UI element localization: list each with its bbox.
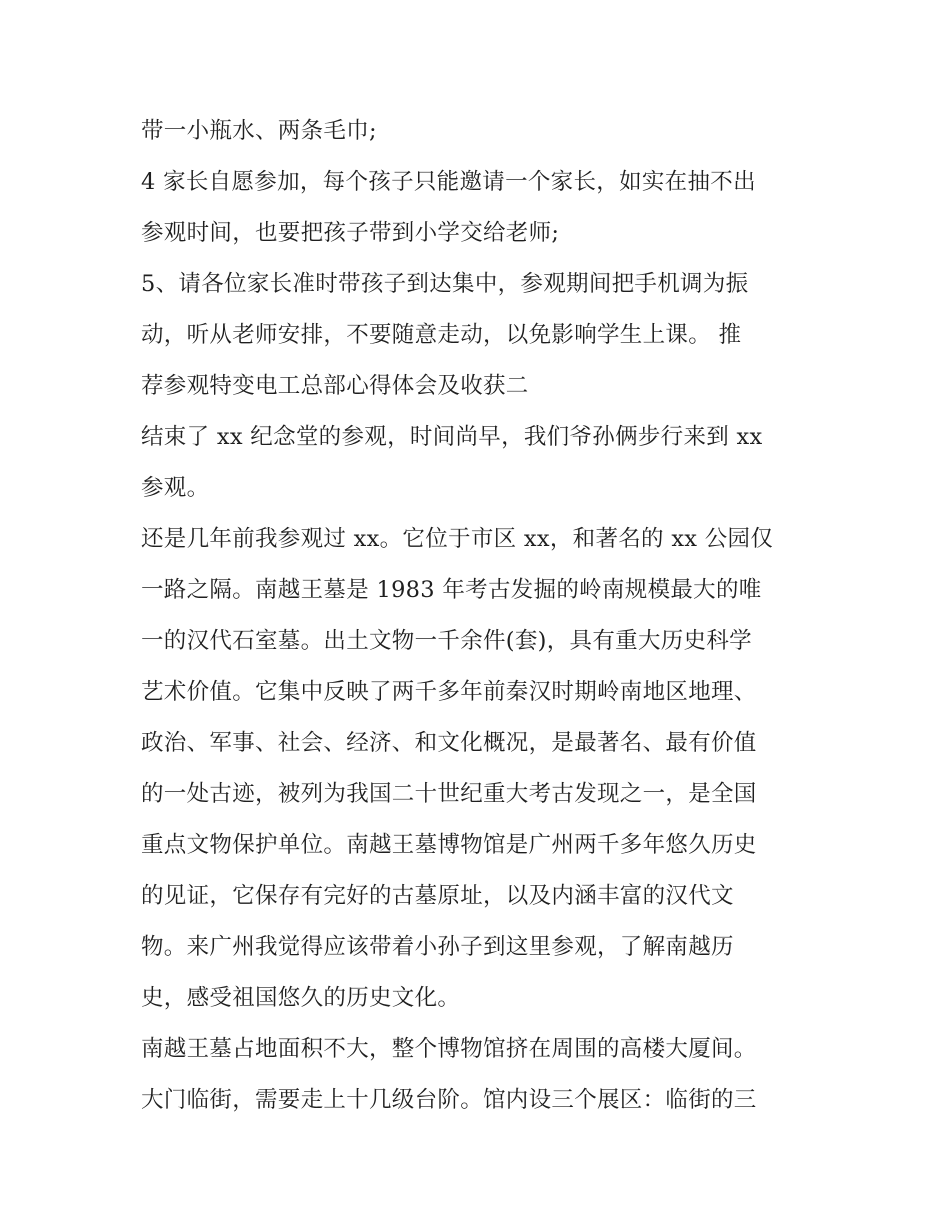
text-line: 带一小瓶水、两条毛巾; (141, 118, 377, 144)
text-line: 大门临街，需要走上十几级台阶。馆内设三个展区：临街的三 (141, 1087, 757, 1113)
text-line: 荐参观特变电工总部心得体会及收获二 (141, 373, 529, 399)
text-line: 南越王墓占地面积不大，整个博物馆挤在周围的高楼大厦间。 (141, 1036, 757, 1062)
document-body (141, 106, 821, 1126)
text-line: 一的汉代石室墓。出土文物一千余件(套)，具有重大历史科学 (141, 628, 752, 654)
text-line: 参观。 (141, 475, 210, 501)
text-line: 结束了 xx 纪念堂的参观，时间尚早，我们爷孙俩步行来到 xx (141, 424, 763, 450)
text-line: 一路之隔。南越王墓是 1983 年考古发掘的岭南规模最大的唯 (141, 577, 762, 603)
text-line: 政治、军事、社会、经济、和文化概况，是最著名、最有价值 (141, 730, 757, 756)
text-line: 4 家长自愿参加，每个孩子只能邀请一个家长，如实在抽不出 (141, 169, 756, 195)
text-line: 物。来广州我觉得应该带着小孙子到这里参观，了解南越历 (141, 934, 734, 960)
text-line: 重点文物保护单位。南越王墓博物馆是广州两千多年悠久历史 (141, 832, 757, 858)
text-line: 5、请各位家长准时带孩子到达集中，参观期间把手机调为振 (141, 271, 749, 297)
text-line: 的见证，它保存有完好的古墓原址，以及内涵丰富的汉代文 (141, 883, 734, 909)
text-line: 参观时间，也要把孩子带到小学交给老师; (141, 220, 560, 246)
text-line: 还是几年前我参观过 xx。它位于市区 xx，和著名的 xx 公园仅 (141, 526, 774, 552)
text-line: 动，听从老师安排，不要随意走动，以免影响学生上课。 推 (141, 322, 742, 348)
text-line: 艺术价值。它集中反映了两千多年前秦汉时期岭南地区地理、 (141, 679, 757, 705)
text-line: 史，感受祖国悠久的历史文化。 (141, 985, 461, 1011)
text-line: 的一处古迹，被列为我国二十世纪重大考古发现之一，是全国 (141, 781, 757, 807)
